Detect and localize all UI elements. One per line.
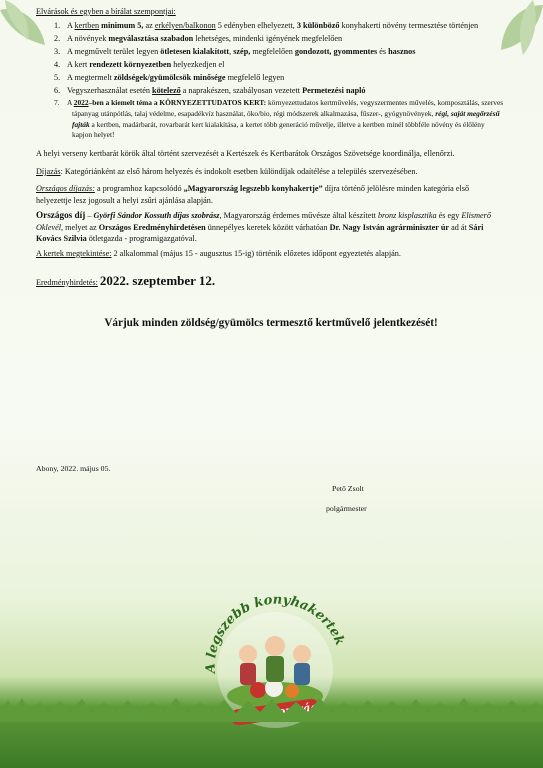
criteria-text: rendezett környezetben xyxy=(89,60,172,70)
criteria-text: kertben xyxy=(74,20,100,30)
criteria-text: megválasztása szabadon xyxy=(108,33,194,43)
criteria-text: Permetezési napló xyxy=(302,86,366,96)
award-ceremony: Országos Eredményhirdetésen xyxy=(98,222,206,232)
criteria-text: megfelelően xyxy=(250,46,295,56)
result-date: 2022. szeptember 12. xyxy=(99,272,216,288)
award-certificate: Elismerő Oklevél, xyxy=(36,210,491,232)
criteria-text: , xyxy=(229,46,234,56)
criteria-item xyxy=(54,85,506,97)
criteria-text: –ben a kiemelt téma a KÖRNYEZETTUDATOS KERT: xyxy=(88,98,267,108)
national-text-1: a programhoz kapcsolódó xyxy=(94,184,184,194)
criteria-text: és xyxy=(377,46,389,56)
criteria-text: régi, saját megőrzésű fajták xyxy=(72,109,500,129)
award-paragraph xyxy=(36,209,506,245)
criteria-heading: Elvárások és egyben a bírálat szempontjai: xyxy=(36,7,176,16)
result-paragraph xyxy=(36,272,506,290)
criteria-text: A megtermelt xyxy=(67,73,114,83)
award-text-6: ötletgazda - programigazgatóval. xyxy=(86,234,197,244)
visit-paragraph xyxy=(36,248,506,260)
criteria-text: A kert xyxy=(67,60,90,70)
criteria-text: zöldségek/gyümölcsök minősége xyxy=(113,73,226,83)
criteria-text: minimum 5, xyxy=(101,20,144,30)
criteria-text: az xyxy=(143,20,155,30)
criteria-text: erkélyen/balkonon xyxy=(154,20,216,30)
criteria-text: a kertben, madárbarát, rovarbarát kert kialakítása, a kertet több generáció művelje, illetve a kertben minél többféle növény és élőlény kapjon helyet! xyxy=(72,119,485,140)
criteria-text: gondozott, gyommentes xyxy=(294,46,378,56)
criteria-number: 2. xyxy=(54,33,61,43)
award-minister: Dr. Nagy István agrárminiszter úr xyxy=(329,222,450,232)
criteria-item xyxy=(54,46,506,58)
criteria-number: 3. xyxy=(54,46,61,56)
criteria-text: helyezkedjen el xyxy=(171,60,225,70)
award-text-5: ad át xyxy=(449,222,469,232)
criteria-item xyxy=(54,98,506,140)
award-text-4: ünnepélyes keretek között várhatóan xyxy=(205,222,330,232)
criteria-text: A megművelt terület legyen xyxy=(67,46,161,56)
criteria-text: 3 különböző xyxy=(296,20,340,30)
criteria-text: konyhakerti növény termesztése történjen xyxy=(339,20,479,30)
criteria-text: hasznos xyxy=(388,46,416,56)
criteria-number: 7. xyxy=(54,98,60,108)
logo-top-text: A legszebb konyhakertek xyxy=(203,592,348,674)
national-label: Országos díjazás: xyxy=(36,184,95,194)
award-text-1: , Magyarország érdemes művésze által készített xyxy=(219,210,378,220)
criteria-item xyxy=(54,33,506,45)
call-to-action: Várjuk minden zöldség/gyümölcs termesztő kertművelő jelentkezését! xyxy=(104,317,438,330)
award-text-3: melyet az xyxy=(63,222,99,232)
criteria-text: A xyxy=(67,98,74,108)
criteria-number: 4. xyxy=(54,60,61,70)
criteria-text: A xyxy=(67,20,75,30)
award-founder: Sári Kovács Szilvia xyxy=(36,222,484,244)
award-bronze: bronz kisplasztika xyxy=(377,210,437,220)
visit-label: A kertek megtekintése: xyxy=(36,248,112,258)
result-label: Eredményhirdetés: xyxy=(36,277,98,287)
criteria-text: 2022 xyxy=(73,98,89,108)
criteria-item xyxy=(54,59,506,71)
award-label: Országos díj xyxy=(36,209,86,220)
criteria-text: ötletesen kialakított xyxy=(160,46,230,56)
award-sculptor: Györfi Sándor Kossuth díjas szobrász xyxy=(93,210,220,220)
place-date: Abony, 2022. május 05. xyxy=(36,464,111,473)
prize-paragraph xyxy=(36,166,506,178)
document-body xyxy=(36,6,506,332)
coordination-paragraph: A helyi verseny kertbarát körök által történt szervezését a Kertészek és Kertbarátok Országos Szövetsége koordinálja, ellenőrzi. xyxy=(36,149,455,159)
criteria-item xyxy=(54,20,506,32)
criteria-text: Vegyszerhasználat esetén xyxy=(67,86,153,96)
criteria-number: 5. xyxy=(54,73,61,83)
criteria-text: A növények xyxy=(67,33,109,43)
national-award-name: „Magyarország legszebb konyhakertje” xyxy=(183,184,323,194)
criteria-number: 6. xyxy=(54,86,61,96)
criteria-text: szép, xyxy=(233,46,251,56)
signer-role: polgármester xyxy=(326,504,367,513)
award-dash: – xyxy=(85,210,94,220)
criteria-list xyxy=(36,20,506,141)
signer-name: Pető Zsolt xyxy=(332,484,364,493)
national-paragraph xyxy=(36,183,506,206)
criteria-item xyxy=(54,72,506,84)
criteria-text: lehetséges, mindenki igényének megfelelően xyxy=(193,33,343,43)
criteria-text: kötelező xyxy=(152,86,181,96)
national-text-2: díjra történő jelölésre minden kategória első helyezettje lesz jogosult a helyi zsűri ajánlása alapján. xyxy=(36,184,470,205)
prize-text: : Kategóriánként az első három helyezés és indokolt esetben különdíjak odaítélése a település szervezésében. xyxy=(60,166,418,176)
prize-label: Díjazás xyxy=(36,166,61,176)
visit-text: 2 alkalommal (május 15 - augusztus 15-ig) történik előzetes időpont egyeztetés alapján. xyxy=(111,248,401,258)
criteria-text: környezettudatos kertművelés, vegyszermentes művelés, komposztálás, szerves tápanyag utánpótlás, talaj védelme, esapadékvíz használat, öko/bio, régi módszerek alkalmazása, fűszer-, gyógynövények, xyxy=(72,98,504,118)
criteria-text: a naprakészen, szabályosan vezetett xyxy=(180,86,303,96)
award-text-2: és egy xyxy=(436,210,462,220)
criteria-text: 5 edényben elhelyezett, xyxy=(215,20,297,30)
criteria-number: 1. xyxy=(54,20,61,30)
criteria-text: megfelelő legyen xyxy=(225,73,285,83)
grass-decoration xyxy=(0,692,543,722)
